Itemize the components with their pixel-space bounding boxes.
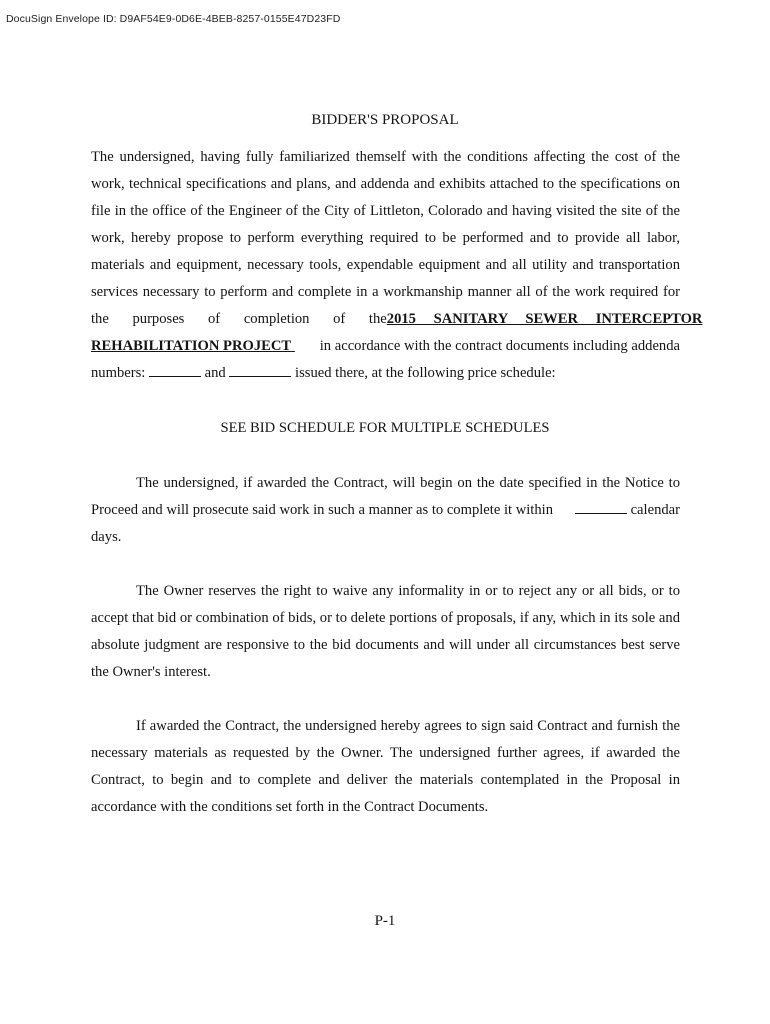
project-name-part2: REHABILITATION PROJECT xyxy=(91,338,292,354)
paragraph-award xyxy=(91,713,680,821)
text-line: materials and equipment, necessary tools, expendable equipment and all utility and transportation xyxy=(91,257,680,273)
text-line: the Owner's interest. xyxy=(91,664,211,680)
text-line xyxy=(91,333,680,360)
text-line: work, technical specifications and plans, and addenda and exhibits attached to the specifications on xyxy=(91,176,680,192)
text-line: The undersigned, if awarded the Contract, will begin on the date specified in the Notice to xyxy=(136,475,680,491)
envelope-id: DocuSign Envelope ID: D9AF54E9-0D6E-4BEB-8257-0155E47D23FD xyxy=(6,13,341,25)
and-label: and xyxy=(204,365,226,381)
text-line: Contract, to begin and to complete and deliver the materials contemplated in the Proposal in xyxy=(91,772,680,788)
numbers-label: numbers: xyxy=(91,365,146,381)
document-title: BIDDER'S PROPOSAL xyxy=(311,112,459,128)
text-line: necessary materials as requested by the Owner. The undersigned further agrees, if awarded the xyxy=(91,745,680,761)
line-prefix: the purposes of completion of the xyxy=(91,311,387,327)
line-prefix: Proceed and will prosecute said work in such a manner as to complete it within xyxy=(91,502,554,518)
calendar-days-blank[interactable] xyxy=(575,501,627,514)
text-line xyxy=(91,360,680,387)
line-suffix: issued there, at the following price schedule: xyxy=(295,365,556,381)
addenda-blank-2[interactable] xyxy=(229,364,291,377)
text-line: accordance with the conditions set forth in the Contract Documents. xyxy=(91,799,489,815)
text-line: If awarded the Contract, the undersigned hereby agrees to sign said Contract and furnish the xyxy=(136,718,680,734)
line-suffix: in accordance with the contract documents including addenda xyxy=(319,338,680,354)
text-line: accept that bid or combination of bids, or to delete portions of proposals, if any, which in its sole and xyxy=(91,610,680,626)
text-line: services necessary to perform and complete in a workmanship manner all of the work required for xyxy=(91,284,680,300)
paragraph-start-date xyxy=(91,470,680,551)
text-line: days. xyxy=(91,529,122,545)
addenda-blank-1[interactable] xyxy=(149,364,201,377)
text-line: The Owner reserves the right to waive any informality in or to reject any or all bids, or to xyxy=(136,583,680,599)
schedule-note: SEE BID SCHEDULE FOR MULTIPLE SCHEDULES xyxy=(220,420,550,436)
project-name-part1: 2015 SANITARY SEWER INTERCEPTOR xyxy=(386,311,703,327)
text-line: The undersigned, having fully familiarized themself with the conditions affecting the cost of the xyxy=(91,149,680,165)
text-line: absolute judgment are responsive to the bid documents and will under all circumstances best serve xyxy=(91,637,680,653)
text-line: file in the office of the Engineer of the City of Littleton, Colorado and having visited the site of the xyxy=(91,203,680,219)
text-line xyxy=(91,497,680,524)
paragraph-intro xyxy=(91,144,703,387)
calendar-label: calendar xyxy=(630,502,680,518)
page-number: P-1 xyxy=(374,913,396,929)
paragraph-owner-rights xyxy=(91,578,680,686)
text-line: work, hereby propose to perform everything required to be performed and to provide all labor, xyxy=(91,230,680,246)
text-line xyxy=(91,306,703,333)
